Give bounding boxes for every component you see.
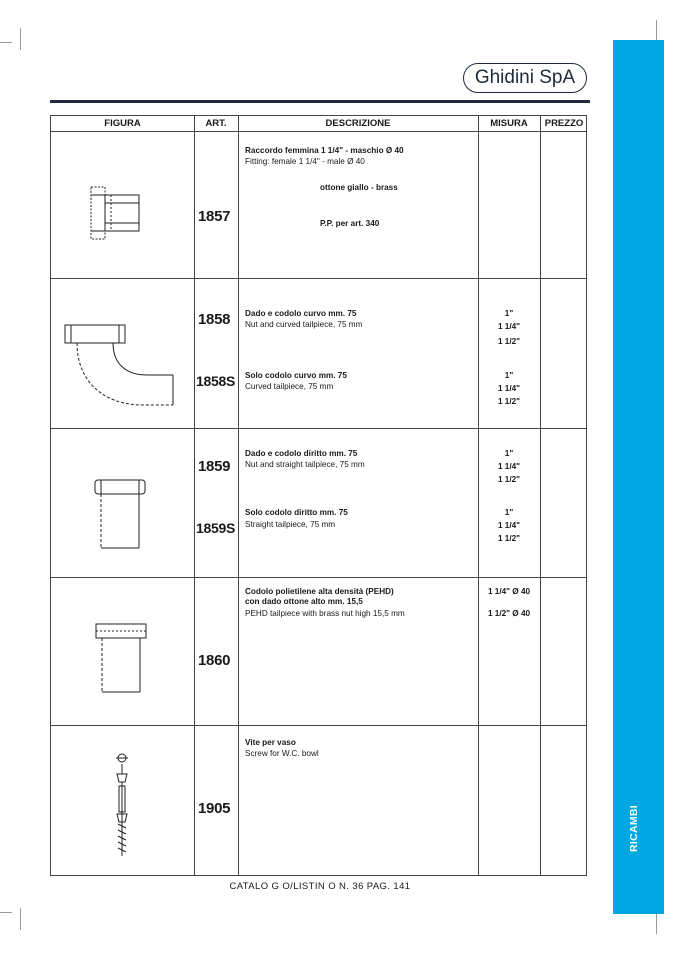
crop-mark [20,908,21,930]
header-art: ART. [205,118,227,129]
column-divider [478,116,479,875]
row-divider [51,725,586,726]
description-en: Fitting: female 1 1/4" - male Ø 40 [245,157,365,166]
brand-logo: Ghidini SpA [463,63,587,93]
art-number: 1860 [198,652,231,669]
row-divider [51,131,586,132]
description-en: Nut and curved tailpiece, 75 mm [245,320,363,329]
measure: 1 1/4" [497,462,521,471]
wc-screw-icon [111,752,133,862]
description-it: Raccordo femmina 1 1/4" - maschio Ø 40 [245,146,404,155]
row-divider [51,278,586,279]
measure: 1 1/2" [497,397,521,406]
art-number: 1858S [196,373,235,389]
art-number: 1857 [198,208,231,225]
description-it: Dado e codolo diritto mm. 75 [245,449,358,458]
description-en: Curved tailpiece, 75 mm [245,382,334,391]
art-number: 1859S [196,520,235,536]
description-en: Nut and straight tailpiece, 75 mm [245,460,365,469]
material-note: ottone giallo - brass [320,183,398,192]
measure: 1" [504,508,514,517]
description-it: Codolo polietilene alta densità (PEHD) [245,587,394,596]
art-number: 1905 [198,800,231,817]
row-divider [51,577,586,578]
description-en: Straight tailpiece, 75 mm [245,520,336,529]
column-divider [238,116,239,875]
pehd-tailpiece-icon [94,620,150,696]
description-en: Screw for W.C. bowl [245,749,319,758]
crop-mark [656,20,657,40]
art-number: 1859 [198,458,231,475]
measure: 1 1/2" [497,337,521,346]
description-it: Solo codolo diritto mm. 75 [245,508,348,517]
side-tab [613,40,664,914]
art-number: 1858 [198,311,231,328]
measure: 1 1/2" Ø 40 [487,609,531,618]
header-misura: MISURA [490,118,528,129]
crop-mark [656,914,657,934]
curved-tailpiece-icon [63,321,178,409]
description-it: con dado ottone alto mm. 15,5 [245,597,363,606]
measure: 1 1/4" Ø 40 [487,587,531,596]
description-it: Vite per vaso [245,738,296,747]
catalog-table [50,115,587,876]
reference-note: P.P. per art. 340 [320,219,380,228]
side-tab-label: RICAMBI [628,804,640,852]
description-en: PEHD tailpiece with brass nut high 15,5 mm [245,609,405,618]
measure: 1 1/4" [497,521,521,530]
measure: 1 1/4" [497,322,521,331]
header-descrizione: DESCRIZIONE [325,118,391,129]
header-prezzo: PREZZO [544,118,584,129]
threaded-fitting-icon [89,183,141,243]
measure: 1" [504,309,514,318]
crop-mark [0,912,12,913]
column-divider [194,116,195,875]
description-it: Solo codolo curvo mm. 75 [245,371,347,380]
measure: 1" [504,371,514,380]
measure: 1 1/4" [497,384,521,393]
measure: 1 1/2" [497,534,521,543]
description-it: Dado e codolo curvo mm. 75 [245,309,357,318]
page-footer: CATALO G O/LISTIN O N. 36 PAG. 141 [229,881,411,892]
measure: 1 1/2" [497,475,521,484]
column-divider [540,116,541,875]
header-rule [50,100,590,103]
measure: 1" [504,449,514,458]
crop-mark [20,28,21,50]
header-figura: FIGURA [104,118,141,129]
row-divider [51,428,586,429]
straight-tailpiece-icon [93,476,149,552]
crop-mark [0,42,12,43]
